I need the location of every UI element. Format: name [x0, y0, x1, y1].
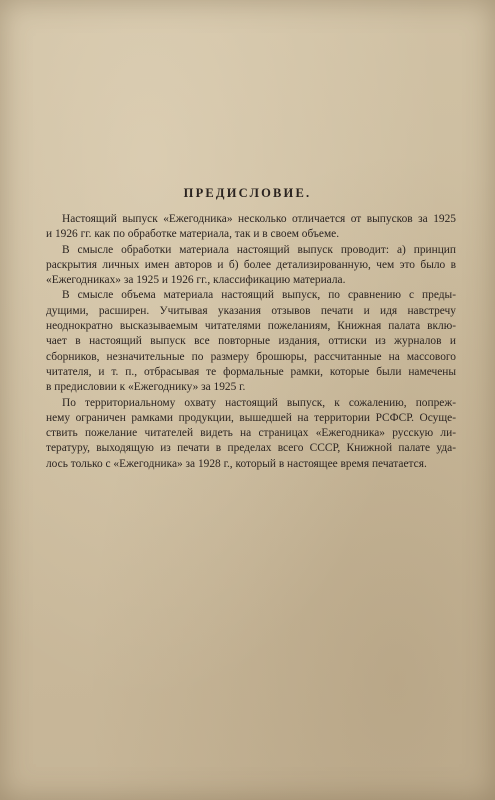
paragraph-line: дущими, расширен. Учитывая указания отзывов печати и идя навстречу	[46, 304, 456, 317]
paragraph-line: лось только с «Ежегодника» за 1928 г., который в настоящее время печатается.	[46, 457, 427, 470]
paragraph-line: неоднократно высказываемым читателями пожеланиям, Книжная палата вклю-	[46, 320, 456, 333]
paragraph-line: чает в настоящий выпуск все повторные издания, оттиски из журналов и	[46, 335, 456, 348]
preface-text	[46, 212, 456, 472]
paragraph-1	[46, 212, 456, 243]
paragraph-line: «Ежегодниках» за 1925 и 1926 гг., классификацию материала.	[46, 274, 346, 287]
paragraph-line: раскрытия личных имен авторов и б) более детализированную, чем это было в	[46, 258, 456, 271]
page-heading: ПРЕДИСЛОВИЕ.	[183, 186, 312, 200]
paragraph-line: ствить пожелание читателей видеть на страницах «Ежегодника» русскую ли-	[46, 427, 456, 440]
paragraph-line: Настоящий выпуск «Ежегодника» несколько отличается от выпусков за 1925	[62, 213, 456, 225]
paragraph-line: читателя, и т. п., отбрасывая те формальные рамки, которые были намечены	[46, 365, 456, 378]
paragraph-line: и 1926 гг. как по обработке материала, так и в своем объеме.	[46, 228, 340, 241]
paragraph-line: тературу, выходящую из печати в пределах всего СССР, Книжной палате уда-	[46, 442, 456, 455]
paragraph-line: По территориальному охвату настоящий выпуск, к сожалению, попреж-	[62, 396, 456, 409]
paragraph-line: сборников, незначительные по размеру брошюры, рассчитанные на массового	[46, 350, 456, 363]
paragraph-4	[46, 396, 456, 472]
paragraph-line: нему ограничен рамками продукции, вышедшей на территории РСФСР. Осуще-	[46, 411, 456, 424]
paragraph-line: В смысле объема материала настоящий выпуск, по сравнению с преды-	[62, 289, 456, 302]
paragraph-3	[46, 288, 456, 395]
paragraph-2	[46, 243, 456, 289]
paragraph-line: В смысле обработки материала настоящий выпуск проводит: а) принцип	[62, 243, 456, 256]
paragraph-line: в предисловии к «Ежегоднику» за 1925 г.	[46, 381, 246, 394]
